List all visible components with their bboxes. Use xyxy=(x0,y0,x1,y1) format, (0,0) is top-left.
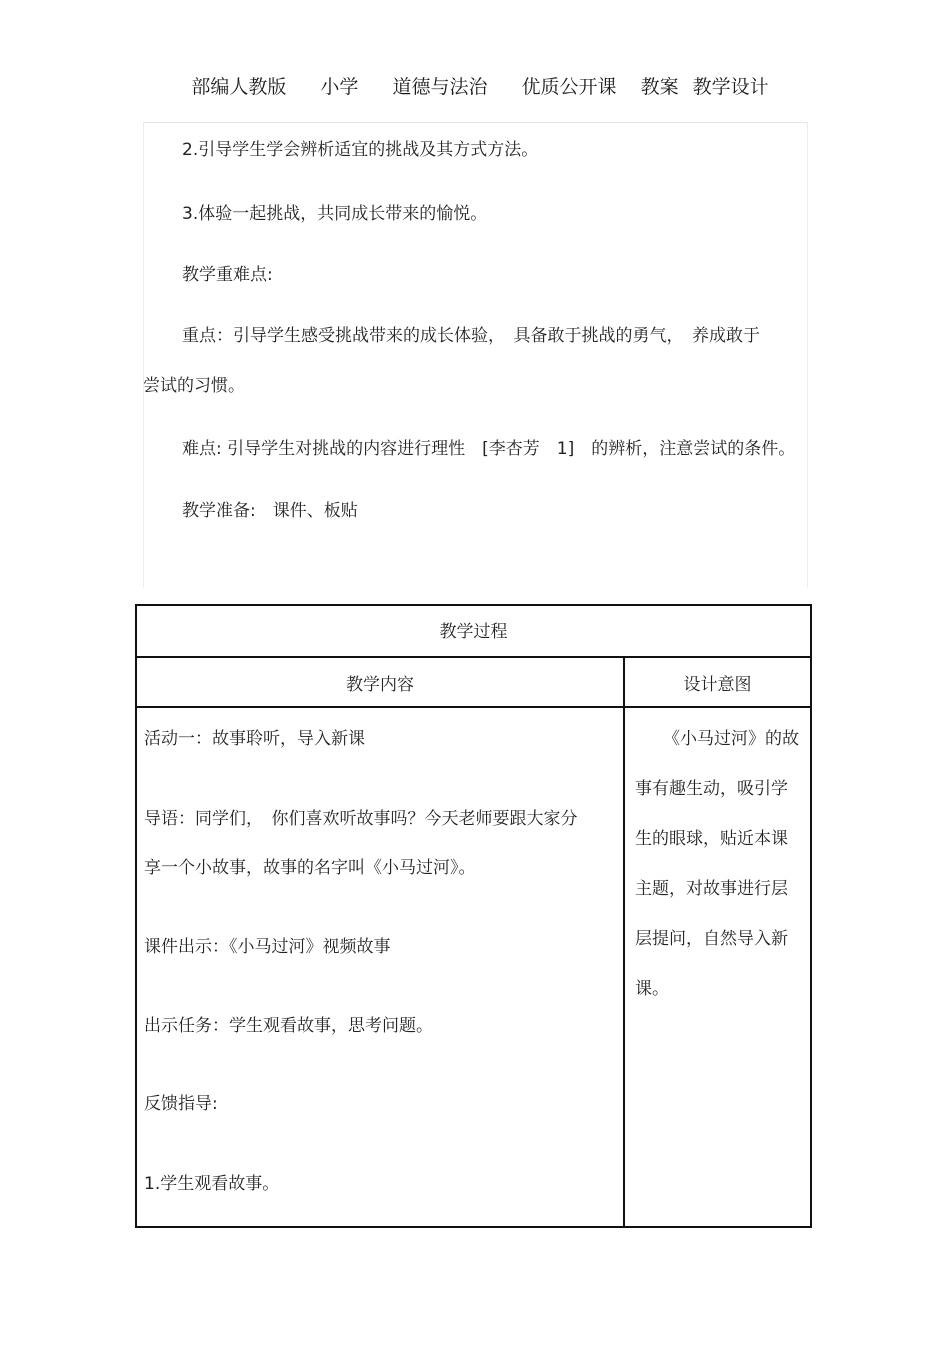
content-line: 反馈指导: xyxy=(144,1094,218,1114)
content-line: 活动一：故事聆听，导入新课 xyxy=(144,729,365,749)
content-line: 导语：同学们， 你们喜欢听故事吗？今天老师要跟大家分 xyxy=(144,809,578,829)
table-divider xyxy=(137,656,810,658)
intent-line: 层提问，自然导入新 xyxy=(635,929,788,949)
header-edition: 部编人教版 xyxy=(191,76,287,98)
teaching-preparation: 教学准备: 课件、板贴 xyxy=(182,501,358,521)
intent-line: 主题，对故事进行层 xyxy=(635,879,788,899)
document-header xyxy=(0,72,950,99)
process-title: 教学过程 xyxy=(439,622,508,642)
content-line: 出示任务：学生观看故事，思考问题。 xyxy=(144,1016,433,1036)
content-line: 享一个小故事，故事的名字叫《小马过河》。 xyxy=(144,858,476,878)
column-divider xyxy=(623,658,625,1226)
key-point-line-2: 尝试的习惯。 xyxy=(143,376,245,396)
header-level: 小学 xyxy=(320,76,359,98)
column-header-content: 教学内容 xyxy=(346,675,414,695)
difficulty-heading: 教学重难点: xyxy=(182,265,273,285)
table-divider xyxy=(137,706,810,708)
objective-item-2: 2.引导学生学会辨析适宜的挑战及其方式方法。 xyxy=(182,140,539,160)
header-design: 教学设计 xyxy=(692,76,769,98)
key-point-line-1: 重点：引导学生感受挑战带来的成长体验， 具备敢于挑战的勇气， 养成敢于 xyxy=(182,326,760,346)
teaching-process-table xyxy=(135,604,812,1228)
content-line: 课件出示：《小马过河》视频故事 xyxy=(144,937,391,957)
intent-line: 事有趣生动，吸引学 xyxy=(635,779,788,799)
intent-line: 《小马过河》的故 xyxy=(663,729,799,749)
column-header-intent: 设计意图 xyxy=(683,675,752,695)
content-line: 1.学生观看故事。 xyxy=(144,1174,280,1194)
header-type: 教案 xyxy=(640,76,679,98)
objective-item-3: 3.体验一起挑战，共同成长带来的愉悦。 xyxy=(182,204,488,224)
header-quality: 优质公开课 xyxy=(521,76,617,98)
hard-point: 难点: 引导学生对挑战的内容进行理性 [李杏芳 1] 的辨析，注意尝试的条件。 xyxy=(182,439,796,459)
header-subject: 道德与法治 xyxy=(392,76,488,98)
intent-line: 课。 xyxy=(635,979,669,999)
intent-line: 生的眼球，贴近本课 xyxy=(635,829,788,849)
